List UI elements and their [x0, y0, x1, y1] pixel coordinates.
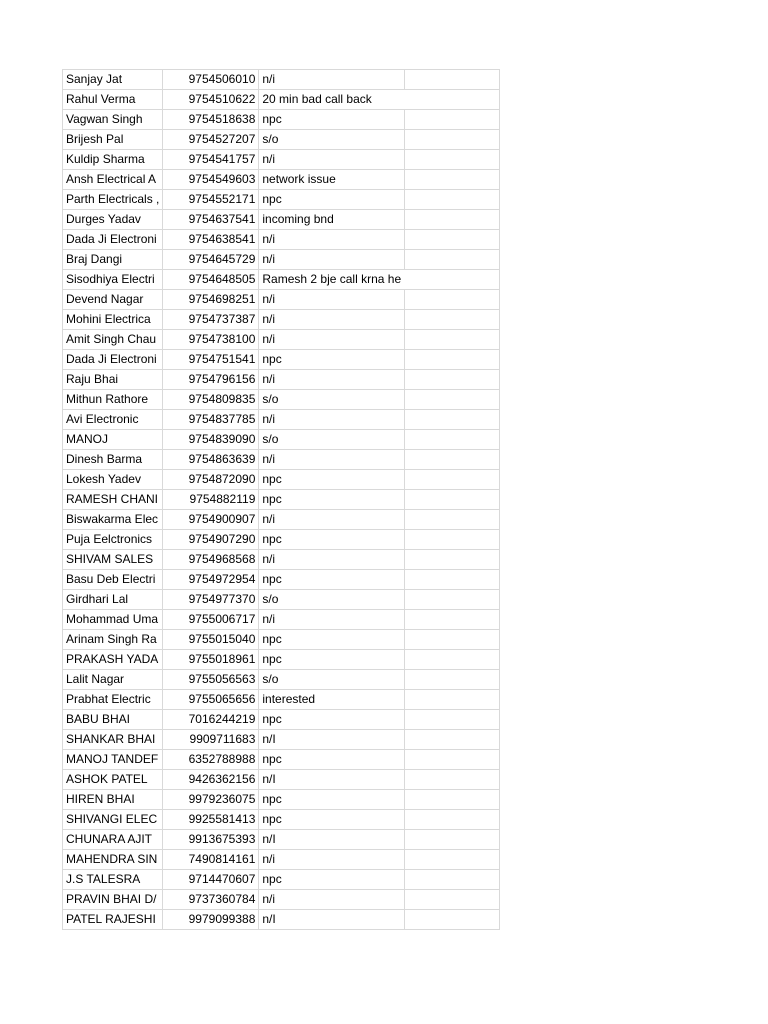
phone-cell[interactable]: 9754637541 — [163, 210, 259, 230]
table-row — [63, 710, 500, 730]
note-cell[interactable]: n/I — [259, 770, 404, 790]
name-cell[interactable]: Girdhari Lal — [63, 590, 163, 610]
table-row — [63, 230, 500, 250]
table-row — [63, 830, 500, 850]
name-cell[interactable]: Braj Dangi — [63, 250, 163, 270]
empty-cell[interactable] — [404, 790, 499, 810]
phone-cell[interactable]: 9754552171 — [163, 190, 259, 210]
phone-cell[interactable]: 9754863639 — [163, 450, 259, 470]
phone-cell[interactable]: 9979099388 — [163, 910, 259, 930]
note-cell[interactable]: s/o — [259, 670, 404, 690]
note-cell[interactable]: npc — [259, 570, 404, 590]
table-row — [63, 90, 500, 110]
phone-cell[interactable]: 9754698251 — [163, 290, 259, 310]
table-row — [63, 450, 500, 470]
note-cell[interactable]: n/i — [259, 230, 404, 250]
name-cell[interactable]: MANOJ TANDEF — [63, 750, 163, 770]
note-cell[interactable]: n/i — [259, 330, 404, 350]
note-cell[interactable]: npc — [259, 470, 404, 490]
note-cell[interactable]: npc — [259, 490, 404, 510]
phone-cell[interactable]: 9754527207 — [163, 130, 259, 150]
empty-cell[interactable] — [404, 130, 499, 150]
empty-cell[interactable] — [404, 570, 499, 590]
table-row — [63, 670, 500, 690]
empty-cell[interactable] — [404, 430, 499, 450]
note-cell[interactable]: network issue — [259, 170, 404, 190]
empty-cell[interactable] — [404, 390, 499, 410]
phone-cell[interactable]: 6352788988 — [163, 750, 259, 770]
phone-cell[interactable]: 7490814161 — [163, 850, 259, 870]
name-cell[interactable]: Dinesh Barma — [63, 450, 163, 470]
phone-cell[interactable]: 9754541757 — [163, 150, 259, 170]
table-row — [63, 770, 500, 790]
empty-cell[interactable] — [404, 290, 499, 310]
phone-cell[interactable]: 9754737387 — [163, 310, 259, 330]
note-cell[interactable]: s/o — [259, 590, 404, 610]
phone-cell[interactable]: 9737360784 — [163, 890, 259, 910]
table-row — [63, 270, 500, 290]
empty-cell[interactable] — [404, 170, 499, 190]
note-cell[interactable]: npc — [259, 650, 404, 670]
empty-cell[interactable] — [404, 270, 499, 290]
table-row — [63, 590, 500, 610]
note-cell[interactable]: s/o — [259, 390, 404, 410]
note-cell[interactable]: n/i — [259, 610, 404, 630]
name-cell[interactable]: Arinam Singh Ra — [63, 630, 163, 650]
note-cell[interactable]: n/i — [259, 290, 404, 310]
phone-cell[interactable]: 9755065656 — [163, 690, 259, 710]
note-cell[interactable]: n/i — [259, 150, 404, 170]
table-row — [63, 610, 500, 630]
name-cell[interactable]: Amit Singh Chau — [63, 330, 163, 350]
phone-cell[interactable]: 9754972954 — [163, 570, 259, 590]
empty-cell[interactable] — [404, 330, 499, 350]
table-row — [63, 750, 500, 770]
table-row — [63, 790, 500, 810]
phone-cell[interactable]: 9754645729 — [163, 250, 259, 270]
name-cell[interactable]: CHUNARA AJIT — [63, 830, 163, 850]
phone-cell[interactable]: 9426362156 — [163, 770, 259, 790]
table-row — [63, 410, 500, 430]
note-cell[interactable]: incoming bnd — [259, 210, 404, 230]
empty-cell[interactable] — [404, 470, 499, 490]
note-cell[interactable]: n/i — [259, 510, 404, 530]
name-cell[interactable]: SHIVANGI ELEC — [63, 810, 163, 830]
empty-cell[interactable] — [404, 210, 499, 230]
note-cell[interactable]: npc — [259, 750, 404, 770]
table-row — [63, 130, 500, 150]
phone-cell[interactable]: 9754549603 — [163, 170, 259, 190]
phone-cell[interactable]: 9754907290 — [163, 530, 259, 550]
phone-cell[interactable]: 9909711683 — [163, 730, 259, 750]
phone-cell[interactable]: 9755015040 — [163, 630, 259, 650]
name-cell[interactable]: Prabhat Electric — [63, 690, 163, 710]
note-cell[interactable]: Ramesh 2 bje call krna he — [259, 270, 404, 290]
phone-cell[interactable]: 9714470607 — [163, 870, 259, 890]
empty-cell[interactable] — [404, 310, 499, 330]
empty-cell[interactable] — [404, 890, 499, 910]
empty-cell[interactable] — [404, 350, 499, 370]
note-cell[interactable]: n/i — [259, 70, 404, 90]
table-row — [63, 650, 500, 670]
name-cell[interactable]: PATEL RAJESHI — [63, 910, 163, 930]
table-row — [63, 910, 500, 930]
name-cell[interactable]: BABU BHAI — [63, 710, 163, 730]
table-row — [63, 870, 500, 890]
table-row — [63, 470, 500, 490]
table-row — [63, 290, 500, 310]
phone-cell[interactable]: 9754839090 — [163, 430, 259, 450]
phone-cell[interactable]: 9754751541 — [163, 350, 259, 370]
empty-cell[interactable] — [404, 730, 499, 750]
phone-cell[interactable]: 9754738100 — [163, 330, 259, 350]
name-cell[interactable]: RAMESH CHANI — [63, 490, 163, 510]
name-cell[interactable]: SHANKAR BHAI — [63, 730, 163, 750]
table-row — [63, 630, 500, 650]
empty-cell[interactable] — [404, 410, 499, 430]
table-row — [63, 310, 500, 330]
empty-cell[interactable] — [404, 230, 499, 250]
name-cell[interactable]: Mithun Rathore — [63, 390, 163, 410]
phone-cell[interactable]: 9754977370 — [163, 590, 259, 610]
name-cell[interactable]: Sisodhiya Electri — [63, 270, 163, 290]
name-cell[interactable]: SHIVAM SALES — [63, 550, 163, 570]
table-row — [63, 330, 500, 350]
table-row — [63, 510, 500, 530]
name-cell[interactable]: Rahul Verma — [63, 90, 163, 110]
name-cell[interactable]: Durges Yadav — [63, 210, 163, 230]
name-cell[interactable]: MANOJ — [63, 430, 163, 450]
table-row — [63, 150, 500, 170]
note-cell[interactable]: 20 min bad call back — [259, 90, 404, 110]
name-cell[interactable]: Avi Electronic — [63, 410, 163, 430]
name-cell[interactable]: PRAVIN BHAI D/ — [63, 890, 163, 910]
phone-cell[interactable]: 9754506010 — [163, 70, 259, 90]
phone-cell[interactable]: 9754882119 — [163, 490, 259, 510]
name-cell[interactable]: ASHOK PATEL — [63, 770, 163, 790]
name-cell[interactable]: Dada Ji Electroni — [63, 230, 163, 250]
name-cell[interactable]: J.S TALESRA — [63, 870, 163, 890]
phone-cell[interactable]: 9754796156 — [163, 370, 259, 390]
sheet-body — [63, 70, 500, 930]
note-cell[interactable]: npc — [259, 790, 404, 810]
name-cell[interactable]: Ansh Electrical A — [63, 170, 163, 190]
name-cell[interactable]: MAHENDRA SIN — [63, 850, 163, 870]
name-cell[interactable]: Vagwan Singh — [63, 110, 163, 130]
note-cell[interactable]: npc — [259, 710, 404, 730]
empty-cell[interactable] — [404, 830, 499, 850]
empty-cell[interactable] — [404, 490, 499, 510]
phone-cell[interactable]: 9754872090 — [163, 470, 259, 490]
name-cell[interactable]: Devend Nagar — [63, 290, 163, 310]
name-cell[interactable]: Dada Ji Electroni — [63, 350, 163, 370]
phone-cell[interactable]: 9754809835 — [163, 390, 259, 410]
note-cell[interactable]: n/i — [259, 850, 404, 870]
empty-cell[interactable] — [404, 90, 499, 110]
note-cell[interactable]: n/i — [259, 370, 404, 390]
note-cell[interactable]: npc — [259, 870, 404, 890]
name-cell[interactable]: Biswakarma Elec — [63, 510, 163, 530]
empty-cell[interactable] — [404, 190, 499, 210]
name-cell[interactable]: Brijesh Pal — [63, 130, 163, 150]
empty-cell[interactable] — [404, 450, 499, 470]
table-row — [63, 350, 500, 370]
phone-cell[interactable]: 9755006717 — [163, 610, 259, 630]
empty-cell[interactable] — [404, 750, 499, 770]
name-cell[interactable]: Lokesh Yadev — [63, 470, 163, 490]
empty-cell[interactable] — [404, 590, 499, 610]
table-row — [63, 690, 500, 710]
empty-cell[interactable] — [404, 610, 499, 630]
empty-cell[interactable] — [404, 110, 499, 130]
table-row — [63, 190, 500, 210]
empty-cell[interactable] — [404, 250, 499, 270]
note-cell[interactable]: npc — [259, 630, 404, 650]
phone-cell[interactable]: 9754900907 — [163, 510, 259, 530]
empty-cell[interactable] — [404, 510, 499, 530]
table-row — [63, 570, 500, 590]
empty-cell[interactable] — [404, 810, 499, 830]
table-row — [63, 210, 500, 230]
phone-cell[interactable]: 9755056563 — [163, 670, 259, 690]
contact-sheet-table — [62, 69, 500, 930]
name-cell[interactable]: PRAKASH YADA — [63, 650, 163, 670]
note-cell[interactable]: n/I — [259, 910, 404, 930]
note-cell[interactable]: n/I — [259, 830, 404, 850]
phone-cell[interactable]: 9755018961 — [163, 650, 259, 670]
note-cell[interactable]: npc — [259, 110, 404, 130]
empty-cell[interactable] — [404, 910, 499, 930]
note-cell[interactable]: n/i — [259, 890, 404, 910]
phone-cell[interactable]: 9754510622 — [163, 90, 259, 110]
table-row — [63, 170, 500, 190]
table-row — [63, 430, 500, 450]
empty-cell[interactable] — [404, 690, 499, 710]
table-row — [63, 550, 500, 570]
note-cell[interactable]: s/o — [259, 430, 404, 450]
note-cell[interactable]: n/i — [259, 450, 404, 470]
table-row — [63, 110, 500, 130]
table-row — [63, 490, 500, 510]
empty-cell[interactable] — [404, 370, 499, 390]
name-cell[interactable]: Basu Deb Electri — [63, 570, 163, 590]
phone-cell[interactable]: 9754968568 — [163, 550, 259, 570]
name-cell[interactable]: Lalit Nagar — [63, 670, 163, 690]
phone-cell[interactable]: 9913675393 — [163, 830, 259, 850]
empty-cell[interactable] — [404, 550, 499, 570]
table-row — [63, 70, 500, 90]
empty-cell[interactable] — [404, 770, 499, 790]
table-row — [63, 810, 500, 830]
table-row — [63, 390, 500, 410]
empty-cell[interactable] — [404, 870, 499, 890]
name-cell[interactable]: Raju Bhai — [63, 370, 163, 390]
name-cell[interactable]: HIREN BHAI — [63, 790, 163, 810]
phone-cell[interactable]: 9925581413 — [163, 810, 259, 830]
table-row — [63, 250, 500, 270]
note-cell[interactable]: n/i — [259, 410, 404, 430]
note-cell[interactable]: n/i — [259, 250, 404, 270]
note-cell[interactable]: npc — [259, 810, 404, 830]
empty-cell[interactable] — [404, 630, 499, 650]
name-cell[interactable]: Parth Electricals , — [63, 190, 163, 210]
phone-cell[interactable]: 9754638541 — [163, 230, 259, 250]
note-cell[interactable]: n/i — [259, 310, 404, 330]
name-cell[interactable]: Sanjay Jat — [63, 70, 163, 90]
note-cell[interactable]: npc — [259, 530, 404, 550]
table-row — [63, 370, 500, 390]
note-cell[interactable]: npc — [259, 350, 404, 370]
note-cell[interactable]: n/i — [259, 550, 404, 570]
phone-cell[interactable]: 9979236075 — [163, 790, 259, 810]
phone-cell[interactable]: 9754648505 — [163, 270, 259, 290]
empty-cell[interactable] — [404, 650, 499, 670]
name-cell[interactable]: Kuldip Sharma — [63, 150, 163, 170]
empty-cell[interactable] — [404, 710, 499, 730]
phone-cell[interactable]: 9754518638 — [163, 110, 259, 130]
table-row — [63, 850, 500, 870]
empty-cell[interactable] — [404, 850, 499, 870]
name-cell[interactable]: Mohini Electrica — [63, 310, 163, 330]
name-cell[interactable]: Puja Eelctronics — [63, 530, 163, 550]
empty-cell[interactable] — [404, 150, 499, 170]
empty-cell[interactable] — [404, 530, 499, 550]
name-cell[interactable]: Mohammad Uma — [63, 610, 163, 630]
table-row — [63, 530, 500, 550]
table-row — [63, 890, 500, 910]
empty-cell[interactable] — [404, 70, 499, 90]
phone-cell[interactable]: 9754837785 — [163, 410, 259, 430]
note-cell[interactable]: npc — [259, 190, 404, 210]
phone-cell[interactable]: 7016244219 — [163, 710, 259, 730]
table-row — [63, 730, 500, 750]
note-cell[interactable]: interested — [259, 690, 404, 710]
note-cell[interactable]: n/I — [259, 730, 404, 750]
empty-cell[interactable] — [404, 670, 499, 690]
note-cell[interactable]: s/o — [259, 130, 404, 150]
